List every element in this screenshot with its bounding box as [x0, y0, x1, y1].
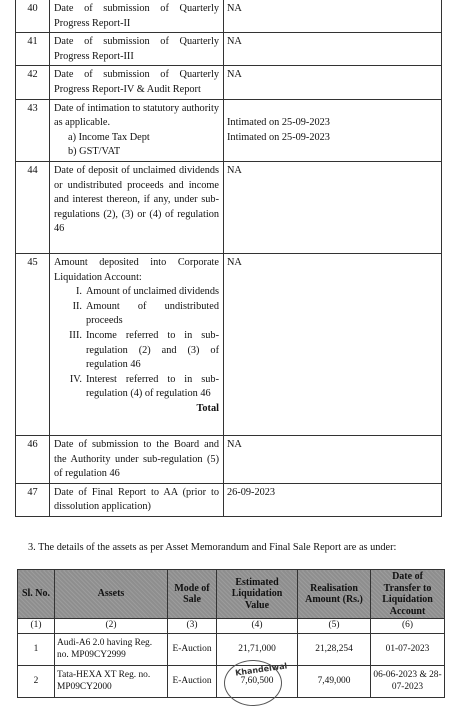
sub-item-i: [54, 285, 219, 300]
row-value: NA: [224, 435, 442, 483]
asset-sl-no: 1: [18, 634, 55, 666]
table-row: [16, 161, 442, 253]
table-row: [18, 634, 445, 666]
header-estimated-value: Estimated Liquidation Value: [217, 570, 298, 619]
row-description: Date of submission of Quarterly Progress Report-III: [50, 33, 224, 66]
sub-item-text: Amount of unclaimed dividends: [86, 286, 219, 298]
table-row: [16, 435, 442, 483]
row-description: Date of submission to the Board and the Authority under sub-regulation (5) of regulation 46: [50, 435, 224, 483]
asset-estimated-value: 21,71,000: [217, 634, 298, 666]
asset-realisation-amount: 21,28,254: [298, 634, 371, 666]
column-number: (4): [217, 619, 298, 634]
assets-numbering-row: [18, 619, 445, 634]
row-number: 45: [16, 253, 50, 435]
value-a: Intimated on 25-09-2023: [227, 117, 330, 129]
sub-item-text: Interest referred to in sub-regulation (4) of regulation 46: [86, 373, 219, 400]
roman-numeral: III.: [69, 329, 82, 341]
row-description: Date of submission of Quarterly Progress Report-II: [50, 0, 224, 33]
column-number: (1): [18, 619, 55, 634]
header-assets: Assets: [55, 570, 168, 619]
row-value: NA: [224, 161, 442, 253]
table-row: [16, 99, 442, 161]
row-description: Date of deposit of unclaimed dividends or undistributed proceeds and income and interest thereon, if any, under sub-regulations (2), (3) or (4) of regulation 46: [50, 161, 224, 253]
row-number: 46: [16, 435, 50, 483]
asset-sl-no: 2: [18, 666, 55, 698]
row-value: NA: [224, 33, 442, 66]
assets-paragraph: 3. The details of the assets as per Asset Memorandum and Final Sale Report are as under:: [28, 542, 397, 553]
report-table: [15, 0, 442, 517]
row-value: NA: [224, 66, 442, 99]
roman-numeral: I.: [75, 286, 82, 298]
table-row: [16, 483, 442, 516]
total-label: Total: [196, 402, 219, 414]
column-number: (5): [298, 619, 371, 634]
sub-item-b: b) GST/VAT: [68, 146, 121, 158]
stamp-text: Khandelwal: [234, 661, 288, 678]
sub-item-a: a) Income Tax Dept: [68, 131, 150, 143]
row-number: 42: [16, 66, 50, 99]
table-row: [16, 66, 442, 99]
row-number: 47: [16, 483, 50, 516]
row-value: NA: [224, 0, 442, 33]
column-number: (3): [168, 619, 217, 634]
table-row: [16, 33, 442, 66]
header-realisation-amount: Realisation Amount (Rs.): [298, 570, 371, 619]
row-value: NA: [224, 253, 442, 435]
row-value: [224, 99, 442, 161]
table-row: [16, 0, 442, 33]
row-description-text: Amount deposited into Corporate Liquidation Account:: [54, 256, 219, 283]
row-number: 40: [16, 0, 50, 33]
sub-item-text: Income referred to in sub-regulation (2) and (3) of regulation 46: [86, 329, 219, 371]
assets-header-row: [18, 570, 445, 619]
row-description: [50, 253, 224, 435]
asset-transfer-date: 06-06-2023 & 28-07-2023: [371, 666, 445, 698]
header-sl-no: Sl. No.: [18, 570, 55, 619]
row-value: 26-09-2023: [224, 483, 442, 516]
asset-name: Tata-HEXA XT Reg. no. MP09CY2000: [55, 666, 168, 698]
row-description: Date of Final Report to AA (prior to dissolution application): [50, 483, 224, 516]
column-number: (6): [371, 619, 445, 634]
roman-numeral: IV.: [69, 373, 82, 385]
asset-realisation-amount: 7,49,000: [298, 666, 371, 698]
row-number: 44: [16, 161, 50, 253]
table-row: [16, 253, 442, 435]
asset-transfer-date: 01-07-2023: [371, 634, 445, 666]
roman-numeral: II.: [72, 300, 82, 312]
column-number: (2): [55, 619, 168, 634]
row-description-text: Date of intimation to statutory authority as applicable.: [54, 102, 219, 129]
asset-mode: E-Auction: [168, 666, 217, 698]
asset-estimated-value: 7,60,500: [217, 666, 298, 698]
header-date-of-transfer: Date of Transfer to Liquidation Account: [371, 570, 445, 619]
row-description: [50, 99, 224, 161]
sub-item-ii: [54, 300, 219, 329]
row-number: 41: [16, 33, 50, 66]
row-number: 43: [16, 99, 50, 161]
value-b: Intimated on 25-09-2023: [227, 131, 330, 143]
sub-item-iv: [54, 373, 219, 402]
sub-item-text: Amount of undistributed proceeds: [86, 300, 219, 327]
header-mode-of-sale: Mode of Sale: [168, 570, 217, 619]
company-stamp: [224, 660, 288, 706]
sub-item-iii: [54, 329, 219, 373]
row-description: Date of submission of Quarterly Progress Report-IV & Audit Report: [50, 66, 224, 99]
asset-mode: E-Auction: [168, 634, 217, 666]
asset-name: Audi-A6 2.0 having Reg. no. MP09CY2999: [55, 634, 168, 666]
